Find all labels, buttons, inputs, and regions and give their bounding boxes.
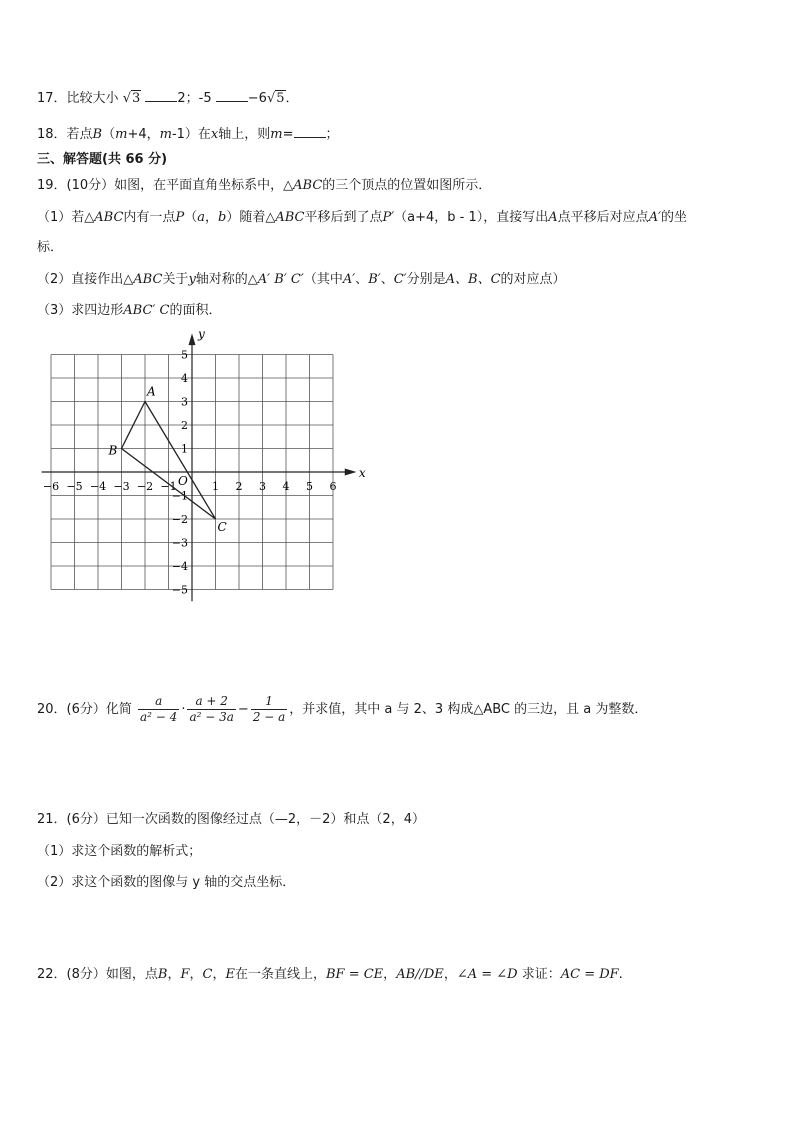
vertex-label-c: C bbox=[217, 520, 227, 534]
x-axis-label: x bbox=[358, 466, 366, 480]
q18-text: 轴上，则 bbox=[218, 127, 271, 142]
y-tick-label: −2 bbox=[171, 513, 188, 526]
triangle-image: A′ B′ C′ bbox=[257, 272, 304, 287]
q18-text: +4， bbox=[127, 127, 160, 142]
y-axis-label: y bbox=[198, 327, 205, 342]
point-a-prime: A′ bbox=[648, 210, 662, 225]
q18-text: -1）在 bbox=[171, 127, 211, 142]
q19-text: 的对应点） bbox=[500, 272, 566, 287]
x-tick-label: −1 bbox=[160, 480, 177, 493]
point-c-prime: C′ bbox=[393, 272, 407, 287]
q22-text: ， bbox=[189, 967, 203, 982]
x-tick-label: 4 bbox=[282, 480, 290, 493]
angle-equality: ∠A = ∠D bbox=[456, 967, 518, 982]
q19-text: 的坐 bbox=[661, 210, 688, 225]
question-17 bbox=[37, 88, 299, 108]
q19-text: （ bbox=[184, 210, 198, 225]
vertex-label-a: A bbox=[147, 384, 156, 399]
y-tick-label: 3 bbox=[181, 395, 188, 409]
y-tick-label: 4 bbox=[181, 372, 188, 385]
point-a: A bbox=[548, 210, 558, 225]
question-19-title bbox=[37, 177, 491, 195]
x-tick-label: −4 bbox=[89, 480, 107, 493]
answer-blank-2[interactable] bbox=[216, 88, 248, 102]
point-b: B bbox=[92, 127, 103, 142]
x-tick-label: 2 bbox=[235, 480, 243, 493]
q22-text: ， bbox=[212, 967, 226, 982]
dot-operator: · bbox=[181, 702, 186, 717]
equation-bf-ce: BF = CE bbox=[326, 967, 384, 982]
triangle-abc: ABC bbox=[133, 272, 163, 287]
q19-text: 轴对称的△ bbox=[195, 272, 258, 287]
q19-text: 的面积． bbox=[169, 303, 222, 318]
point-b-prime: B′ bbox=[368, 272, 381, 287]
point-c: C bbox=[202, 967, 213, 982]
q19-text: （a+4，b - 1），直接写出 bbox=[394, 210, 549, 225]
y-tick-label: 1 bbox=[181, 442, 188, 456]
var-m: m bbox=[159, 127, 172, 142]
x-tick-label: 5 bbox=[306, 480, 313, 493]
var-m: m bbox=[270, 127, 283, 142]
y-tick-label: 5 bbox=[181, 348, 188, 362]
q19-text: 分别是 bbox=[406, 272, 446, 287]
q17-neg6: −6 bbox=[247, 91, 267, 106]
q19-text: 、 bbox=[355, 272, 369, 287]
points-abc: A、B、C bbox=[445, 272, 501, 287]
point-f: F bbox=[180, 967, 190, 982]
var-y: y bbox=[188, 272, 196, 287]
answer-blank-1[interactable] bbox=[145, 88, 177, 102]
q19-text: （3）求四边形 bbox=[37, 303, 124, 318]
parallel-ab-de: AB//DE bbox=[396, 967, 444, 982]
q17-mid: 2；-5 bbox=[177, 91, 212, 106]
var-x: x bbox=[210, 127, 219, 142]
coordinate-graph bbox=[0, 320, 400, 610]
q19-text: 平移后到了点 bbox=[304, 210, 383, 225]
origin-label: O bbox=[178, 474, 188, 488]
x-tick-label: −2 bbox=[136, 480, 154, 493]
q19-text: （2）直接作出△ bbox=[37, 272, 134, 287]
q19-text: 、 bbox=[380, 272, 394, 287]
section-heading: 三、解答题(共 66 分) bbox=[37, 152, 168, 167]
fraction-2: $\frac{a + 2}{\text{a² − 3a}}$ bbox=[189, 694, 234, 724]
q19-text: 关于 bbox=[162, 272, 189, 287]
q19-text: （1）若△ bbox=[37, 210, 95, 225]
question-19-part2 bbox=[37, 271, 566, 289]
q22-text: 在一条直线上， bbox=[234, 967, 326, 982]
q19-text: （其中 bbox=[303, 272, 343, 287]
q17-prefix: 17．比较大小 bbox=[37, 91, 119, 106]
q19-text: 19．(10分）如图，在平面直角坐标系中，△ bbox=[37, 178, 294, 193]
q17-end: ． bbox=[285, 91, 299, 106]
q22-text: ， bbox=[167, 967, 181, 982]
x-axis-arrow-icon bbox=[345, 469, 357, 476]
q18-text: = bbox=[282, 127, 294, 142]
point-p-prime: P′ bbox=[382, 210, 395, 225]
q19-text: 点平移后对应点 bbox=[557, 210, 649, 225]
question-19-part1 bbox=[37, 209, 687, 227]
q19-text: 内有一点 bbox=[123, 210, 176, 225]
y-axis-arrow-icon bbox=[189, 333, 196, 345]
minus-operator: − bbox=[237, 702, 249, 717]
triangle-abc: ABC bbox=[293, 178, 323, 193]
question-21-part1: （1）求这个函数的解析式； bbox=[37, 844, 202, 859]
question-21-part2: （2）求这个函数的图像与 y 轴的交点坐标． bbox=[37, 875, 296, 890]
q18-text: （ bbox=[102, 127, 116, 142]
equation-ac-df: AC = DF bbox=[560, 967, 619, 982]
question-21-title: 21．(6分）已知一次函数的图像经过点（—2，－2）和点（2，4） bbox=[37, 812, 425, 827]
point-e: E bbox=[225, 967, 235, 982]
q18-text: 18．若点 bbox=[37, 127, 93, 142]
fraction-1: $\frac{a}{\text{a² − 4}}$ bbox=[140, 694, 178, 724]
question-19-part1-cont: 标． bbox=[37, 240, 64, 255]
q19-text: ， bbox=[204, 210, 218, 225]
q22-text: ， bbox=[443, 967, 457, 982]
vertex-label-b: B bbox=[108, 443, 118, 458]
q20-text: 20．(6分）化简 bbox=[37, 702, 132, 717]
fraction-3: $\frac{1}{2 - a}$ bbox=[252, 694, 286, 724]
q19-text: ）随着△ bbox=[226, 210, 276, 225]
question-19-part3 bbox=[37, 302, 221, 320]
point-b: B bbox=[157, 967, 168, 982]
x-tick-label: 6 bbox=[329, 480, 337, 493]
question-22 bbox=[37, 966, 623, 984]
q19-text: 的三个顶点的位置如图所示． bbox=[322, 178, 492, 193]
sqrt-5: √5 bbox=[266, 91, 285, 106]
q22-text: . bbox=[618, 967, 623, 982]
y-tick-label: −4 bbox=[171, 560, 188, 573]
triangle-abc: ABC bbox=[94, 210, 124, 225]
y-tick-label: −5 bbox=[171, 583, 188, 597]
point-a-prime: A′ bbox=[342, 272, 356, 287]
y-tick-label: −1 bbox=[171, 489, 188, 503]
question-18 bbox=[37, 124, 339, 144]
point-p: P bbox=[175, 210, 185, 225]
q22-text: ， bbox=[383, 967, 397, 982]
x-tick-label: −3 bbox=[113, 480, 130, 493]
y-tick-label: 2 bbox=[181, 419, 188, 432]
q20-text: ，并求值，其中 a 与 2、3 构成△ABC 的三边，且 a 为整数． bbox=[289, 702, 648, 717]
q22-text: 22．(8分）如图，点 bbox=[37, 967, 158, 982]
x-tick-label: 3 bbox=[259, 480, 266, 493]
x-tick-label: −5 bbox=[66, 480, 83, 493]
q18-text: ； bbox=[325, 127, 339, 142]
var-m: m bbox=[115, 127, 128, 142]
sqrt-3: √3 bbox=[122, 91, 141, 106]
var-a: a bbox=[197, 210, 205, 225]
question-20 bbox=[37, 692, 647, 728]
answer-blank-3[interactable] bbox=[294, 124, 326, 138]
q22-text: 求证： bbox=[517, 967, 561, 982]
y-tick-label: −3 bbox=[171, 536, 188, 550]
var-b: b bbox=[217, 210, 227, 225]
triangle-abc: ABC bbox=[275, 210, 305, 225]
quadrilateral-label: ABC′ C bbox=[123, 303, 170, 318]
x-tick-label: −6 bbox=[42, 480, 60, 493]
x-tick-label: 1 bbox=[212, 480, 219, 493]
